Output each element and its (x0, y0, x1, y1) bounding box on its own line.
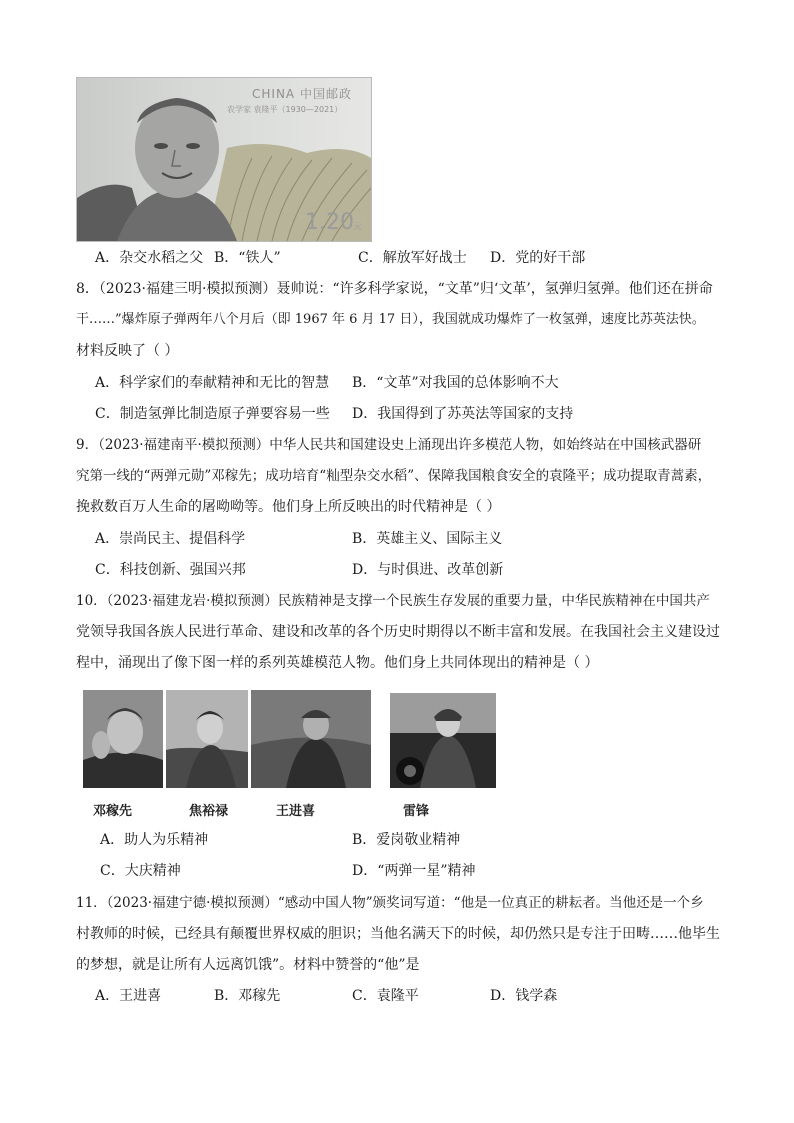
stamp-unit: 元 (353, 222, 362, 231)
stamp-country-text: CHINA 中国邮政 (252, 87, 352, 101)
q7-option-c: C．解放军好战士 (358, 250, 467, 266)
q8-option-c: C．制造氢弹比制造原子弹要容易一些 (95, 406, 330, 422)
q10-option-b: B．爱岗敬业精神 (352, 832, 461, 848)
q7-option-d: D．党的好干部 (490, 250, 586, 266)
stamp-caption-text: 农学家 袁隆平（1930—2021） (227, 105, 343, 114)
q9-option-b: B．英雄主义、国际主义 (352, 531, 503, 547)
photo-jiao-yulu (166, 690, 248, 788)
q8-option-b: B．“文革”对我国的总体影响不大 (352, 375, 559, 391)
q11-option-d: D．钱学森 (490, 988, 558, 1004)
photo-lei-feng (390, 693, 496, 788)
q9-stem-line-2: 究第一线的“两弹元勋”邓稼先；成功培育“籼型杂交水稻”、保障我国粮食安全的袁隆平；成功提取青蒿素， (76, 468, 712, 484)
q11-option-a: A．王进喜 (95, 988, 162, 1004)
q8-stem-line-3: 材料反映了（ ） (76, 343, 179, 359)
photo-caption-2: 焦裕禄 (189, 804, 229, 819)
q8-option-d: D．我国得到了苏英法等国家的支持 (352, 406, 574, 422)
stamp-value: 1.20元 (305, 210, 362, 235)
q11-stem-line-1: 11．（2023·福建宁德·模拟预测）“感动中国人物”颁奖词写道：“他是一位真正的耕耘者。当他还是一个乡 (76, 895, 704, 911)
q8-stem-line-1: 8．（2023·福建三明·模拟预测）聂帅说：“许多科学家说，“文革”归‘文革’，氢弹归氢弹。他们还在拼命 (76, 281, 713, 297)
photo-deng-jiaxian (83, 690, 163, 788)
q8-stem-line-2: 干……”爆炸原子弹两年八个月后（即 1967 年 6 月 17 日），我国就成功爆炸了一枚氢弹，速度比苏英法快。 (76, 312, 705, 327)
photo-wang-jinxi (251, 690, 371, 788)
photo-caption-4: 雷锋 (403, 804, 430, 819)
q7-option-b: B．“铁人” (214, 250, 281, 266)
photo-caption-3: 王进喜 (276, 804, 316, 819)
q7-option-a: A．杂交水稻之父 (95, 250, 204, 266)
photo-caption-1: 邓稼先 (93, 804, 133, 819)
q9-option-d: D．与时俱进、改革创新 (352, 562, 504, 578)
stamp-image (76, 77, 372, 242)
q10-option-a: A．助人为乐精神 (100, 832, 209, 848)
q8-option-a: A．科学家们的奉献精神和无比的智慧 (95, 375, 330, 391)
q11-option-c: C．袁隆平 (352, 988, 419, 1004)
q10-stem-line-2: 党领导我国各族人民进行革命、建设和改革的各个历史时期得以不断丰富和发展。在我国社会主义建设过 (76, 624, 720, 640)
q10-option-d: D．“两弹一星”精神 (352, 863, 476, 879)
q11-option-b: B．邓稼先 (214, 988, 281, 1004)
q9-stem-line-1: 9．（2023·福建南平·模拟预测）中华人民共和国建设史上涌现出许多模范人物，如始终站在中国核武器研 (76, 437, 702, 453)
q10-stem-line-3: 程中，涌现出了像下图一样的系列英雄模范人物。他们身上共同体现出的精神是（ ） (76, 655, 599, 671)
q10-option-c: C．大庆精神 (100, 863, 181, 879)
q9-option-c: C．科技创新、强国兴邦 (95, 562, 246, 578)
q11-stem-line-2: 村教师的时候，已经具有颠覆世界权威的胆识；当他名满天下的时候，却仍然只是专注于田畴……他毕生 (76, 926, 720, 942)
q11-stem-line-3: 的梦想，就是让所有人远离饥饿”。材料中赞誉的“他”是 (76, 957, 420, 973)
q10-stem-line-1: 10．（2023·福建龙岩·模拟预测）民族精神是支撑一个民族生存发展的重要力量，中华民族精神在中国共产 (76, 593, 710, 609)
q9-stem-line-3: 挽救数百万人生命的屠呦呦等。他们身上所反映出的时代精神是（ ） (76, 499, 501, 515)
q9-option-a: A．崇尚民主、提倡科学 (95, 531, 246, 547)
